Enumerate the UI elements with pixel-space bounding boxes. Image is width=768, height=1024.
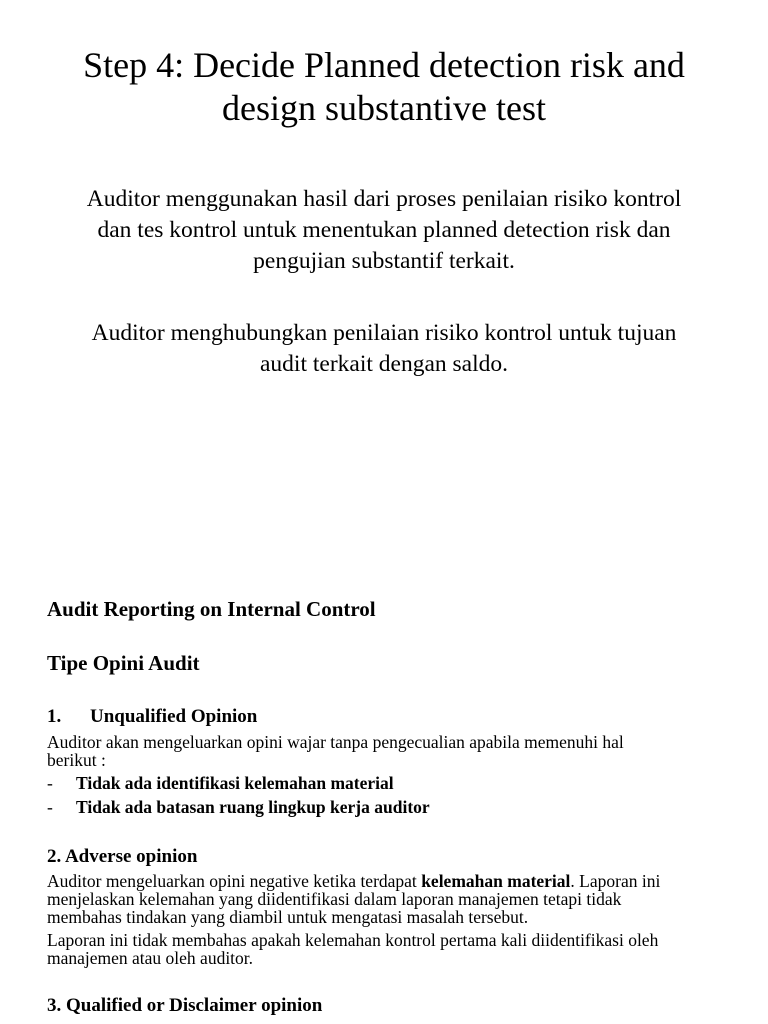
item-3-heading: 3. Qualified or Disclaimer opinion <box>47 995 323 1016</box>
item-2-heading: 2. Adverse opinion <box>47 846 198 867</box>
item-2-body-second <box>47 931 737 967</box>
section-title: Audit Reporting on Internal Control <box>47 597 376 621</box>
intro-paragraph-line-2: dan tes kontrol untuk menentukan planned detection risk dan <box>97 217 671 243</box>
item-1-number: 1. <box>47 706 62 727</box>
second-paragraph-line-1: Auditor menghubungkan penilaian risiko kontrol untuk tujuan <box>91 320 677 346</box>
item-2-body-line-1-pre: Auditor mengeluarkan opini negative ketika terdapat <box>47 871 422 891</box>
intro-paragraph-line-1: Auditor menggunakan hasil dari proses penilaian risiko kontrol <box>86 186 682 212</box>
second-paragraph-line-2: audit terkait dengan saldo. <box>260 351 508 377</box>
item-1-title: Unqualified Opinion <box>90 706 258 727</box>
list-item <box>47 797 430 817</box>
subsection-title-text: Tipe Opini Audit <box>47 651 200 675</box>
bullet-text: Tidak ada identifikasi kelemahan material <box>76 773 394 793</box>
item-2-body-emphasis: kelemahan material <box>421 871 571 891</box>
item-1-body-line-1: Auditor akan mengeluarkan opini wajar tanpa pengecualian apabila memenuhi hal <box>47 732 624 752</box>
item-1-body <box>47 733 737 769</box>
item-2-body-line-1-post: . Laporan ini <box>570 871 661 891</box>
second-paragraph <box>40 318 728 380</box>
subsection-title <box>47 651 200 675</box>
item-2-body <box>47 872 737 926</box>
bullet-dash: - <box>47 773 53 793</box>
item-2-body-line-3: membahas tindakan yang diambil untuk mengatasi masalah tersebut. <box>47 907 529 927</box>
slide-title <box>40 44 728 130</box>
bullet-text: Tidak ada batasan ruang lingkup kerja auditor <box>76 797 430 817</box>
item-1-heading <box>47 706 257 728</box>
bullet-dash: - <box>47 797 53 817</box>
list-item <box>47 773 394 793</box>
item-1-body-line-2: berikut : <box>47 750 106 770</box>
intro-paragraph <box>40 184 728 277</box>
item-2-body2-line-2: manajemen atau oleh auditor. <box>47 948 254 968</box>
item-2-body2-line-1: Laporan ini tidak membahas apakah kelemahan kontrol pertama kali diidentifikasi oleh <box>47 930 659 950</box>
slide-title-line-1: Step 4: Decide Planned detection risk and <box>83 45 685 85</box>
slide-title-line-2: design substantive test <box>222 88 546 128</box>
intro-paragraph-line-3: pengujian substantif terkait. <box>253 248 515 274</box>
item-2-body-line-2: menjelaskan kelemahan yang diidentifikasi dalam laporan manajemen tetapi tidak <box>47 889 622 909</box>
